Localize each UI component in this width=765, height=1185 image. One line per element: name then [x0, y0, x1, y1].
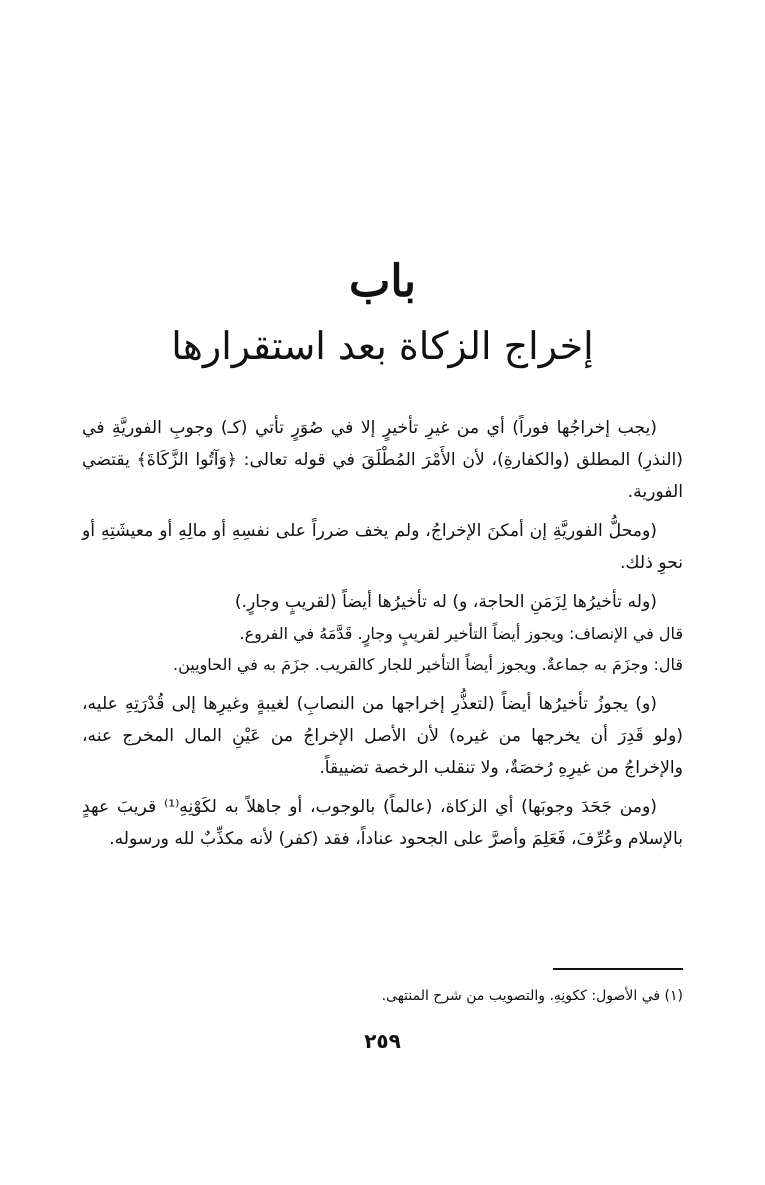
footnote: (١) في الأصول: ككونِهِ. والتصويب من شرح المنتهى. [381, 988, 683, 1004]
footnote-divider [553, 968, 683, 970]
chapter-title: إخراج الزكاة بعد استقرارها [171, 324, 594, 368]
page-number: ٢٥٩ [364, 1029, 401, 1053]
paragraph: (يجب إخراجُها فوراً) أي من غيرِ تأخيرٍ إلا في صُوَرٍ تأتي (كـ) وجوبِ الفوريَّةِ في (النذرِ) المطلق (والكفارةِ)، لأن الأَمْرَ المُطْلَقَ في قوله تعالى: ﴿وَآتُوا الزَّكَاةَ﴾ يقتضي الفورية. [82, 418, 683, 502]
paragraph: (ومحلُّ الفوريَّةِ إن أمكنَ الإخراجُ، ولم يخف ضرراً على نفسِهِ أو مالِهِ أو معيشَتِهِ أو نحوِ ذلك. [82, 521, 683, 573]
paragraph: (و) يجوزُ تأخيرُها أيضاً (لتعذُّرِ إخراجها من النصابِ) لغيبةٍ وغيرِها إلى قُدْرَتِهِ عليه، (ولو قَدِرَ أن يخرجها من غيره) لأن الأصل الإخراجُ من عَيْنِ المال المخرج عنه، والإخراجُ من غيرِهِ رُخصَةٌ، ولا تنقلب الرخصة تضييقاً. [82, 694, 683, 778]
chapter-word: باب [348, 256, 417, 307]
paragraph: (ومن جَحَدَ وجوبَها) أي الزكاة، (عالماً) بالوجوب، أو جاهلاً به لكَوْنِهِ⁽¹⁾ قريبَ عهدٍ بالإسلام وعُرِّفَ، فَعَلِمَ وأصرَّ على الجحود عناداً، فقد (كفر) لأنه مكذِّبٌ لله ورسوله. [82, 797, 683, 849]
paragraph: (وله تأخيرُها لِزَمَنِ الحاجة، و) له تأخيرُها أيضاً (لقريبٍ وجارٍ.) [234, 592, 657, 612]
paragraph: قال في الإنصاف: ويجوز أيضاً التأخير لقريبٍ وجارٍ. قَدَّمَهُ في الفروع. [239, 624, 683, 643]
main-text [82, 412, 683, 862]
paragraph: قال: وجزَمَ به جماعةٌ. ويجوز أيضاً التأخير للجار كالقريب. جزَمَ به في الحاويين. [173, 655, 683, 674]
